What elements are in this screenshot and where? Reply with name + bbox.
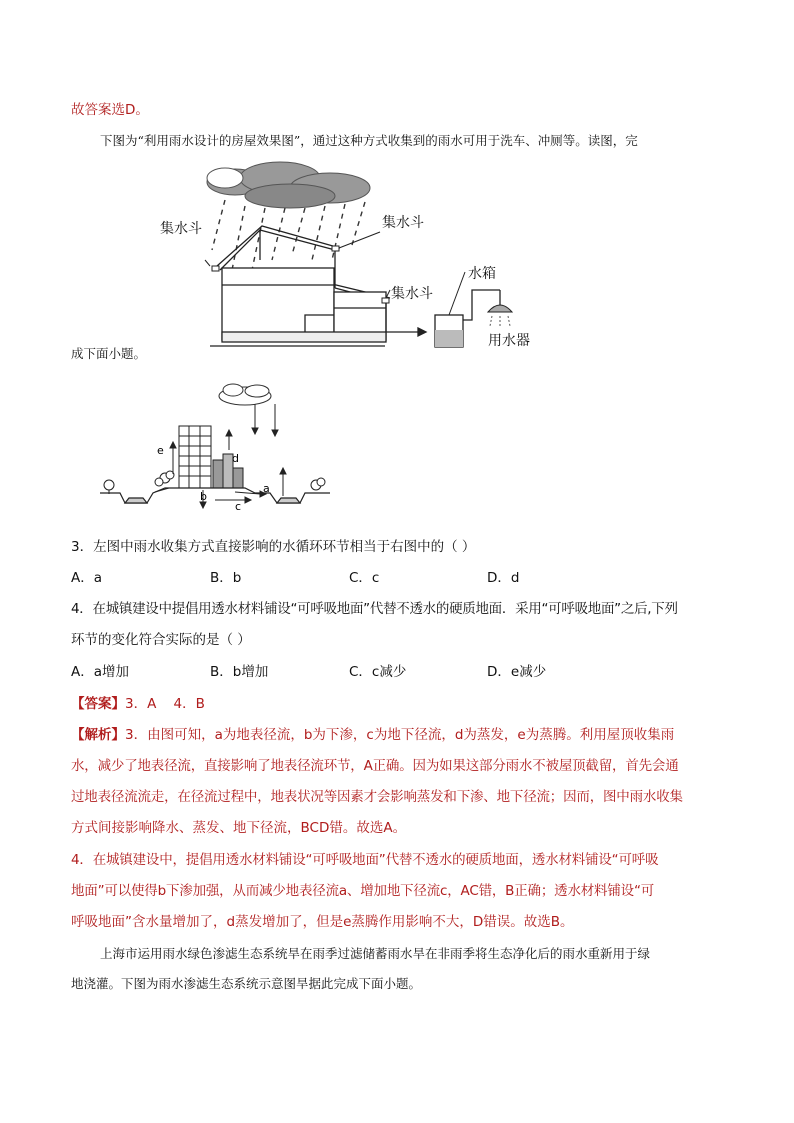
next-passage-line-2: 地浇灌。下图为雨水渗滤生态系统示意图旱据此完成下面小题。 bbox=[71, 976, 422, 991]
stem-line-1: 下图为“利用雨水设计的房屋效果图”，通过这种方式收集到的雨水可用于洗车、冲厕等。读图，完 bbox=[100, 133, 638, 148]
label-device: 用水器 bbox=[488, 333, 530, 349]
q4-option-c: C．c减少 bbox=[349, 664, 407, 680]
label-collector-left: 集水斗 bbox=[160, 221, 202, 237]
cloud-icon bbox=[207, 162, 370, 208]
answer-row bbox=[71, 694, 205, 714]
analysis-line-1 bbox=[71, 725, 674, 745]
label-collector-right: 集水斗 bbox=[391, 286, 433, 302]
answer-label: 【答案】 bbox=[71, 696, 125, 712]
label-c: c bbox=[235, 500, 242, 513]
analysis-label: 【解析】 bbox=[71, 727, 125, 743]
q3-stem: 3．左图中雨水收集方式直接影响的水循环环节相当于右图中的（ ） bbox=[71, 539, 476, 555]
shower-icon bbox=[488, 290, 512, 326]
answer-text: 3．A 4．B bbox=[125, 696, 205, 712]
q4-option-b: B．b增加 bbox=[210, 664, 269, 680]
analysis-line-2: 水，减少了地表径流，直接影响了地表径流环节，A正确。因为如果这部分雨水不被屋顶截留，首先会通 bbox=[71, 758, 679, 774]
label-tank: 水箱 bbox=[468, 266, 496, 282]
label-d: d bbox=[232, 452, 239, 465]
pipe bbox=[386, 300, 426, 336]
q3-option-d: D．d bbox=[487, 570, 520, 586]
analysis-text-1: 3．由图可知，a为地表径流，b为下渗，c为地下径流，d为蒸发，e为蒸腾。利用屋顶收集雨 bbox=[125, 727, 675, 743]
q4-stem-line-2: 环节的变化符合实际的是（ ） bbox=[71, 632, 251, 648]
label-e: e bbox=[157, 444, 164, 457]
q3-option-a: A．a bbox=[71, 570, 103, 586]
figure2-labels bbox=[95, 378, 335, 518]
q3-option-b: B．b bbox=[210, 570, 242, 586]
analysis-line-3: 过地表径流流走，在径流过程中，地表状况等因素才会影响蒸发和下渗、地下径流；因而，图中雨水收集 bbox=[71, 789, 683, 805]
q4-option-a: A．a增加 bbox=[71, 664, 130, 680]
house bbox=[210, 226, 390, 346]
rain-lines bbox=[212, 200, 365, 270]
analysis-line-4: 方式间接影响降水、蒸发、地下径流，BCD错。故选A。 bbox=[71, 820, 407, 836]
stem-line-2: 成下面小题。 bbox=[71, 346, 147, 361]
label-a: a bbox=[263, 482, 270, 495]
analysis-line-6: 地面”可以使得b下渗加强，从而减少地表径流a、增加地下径流c，AC错，B正确；透水材料铺设“可 bbox=[71, 883, 655, 899]
analysis-line-7: 呼吸地面”含水量增加了，d蒸发增加了，但是e蒸腾作用影响不大，D错误。故选B。 bbox=[71, 914, 574, 930]
label-b: b bbox=[200, 490, 207, 503]
q4-stem-line-1: 4．在城镇建设中提倡用透水材料铺设“可呼吸地面”代替不透水的硬质地面．采用“可呼吸地面”之后,下列 bbox=[71, 601, 678, 617]
analysis-line-5: 4．在城镇建设中，提倡用透水材料铺设“可呼吸地面”代替不透水的硬质地面，透水材料铺设“可呼吸 bbox=[71, 852, 659, 868]
q4-option-d: D．e减少 bbox=[487, 664, 547, 680]
label-collector-mid: 集水斗 bbox=[382, 215, 424, 231]
intro-answer: 故答案选D。 bbox=[71, 102, 149, 118]
next-passage-line-1: 上海市运用雨水绿色渗滤生态系统旱在雨季过滤储蓄雨水旱在非雨季将生态净化后的雨水重新用于绿 bbox=[100, 946, 651, 961]
q3-option-c: C．c bbox=[349, 570, 380, 586]
